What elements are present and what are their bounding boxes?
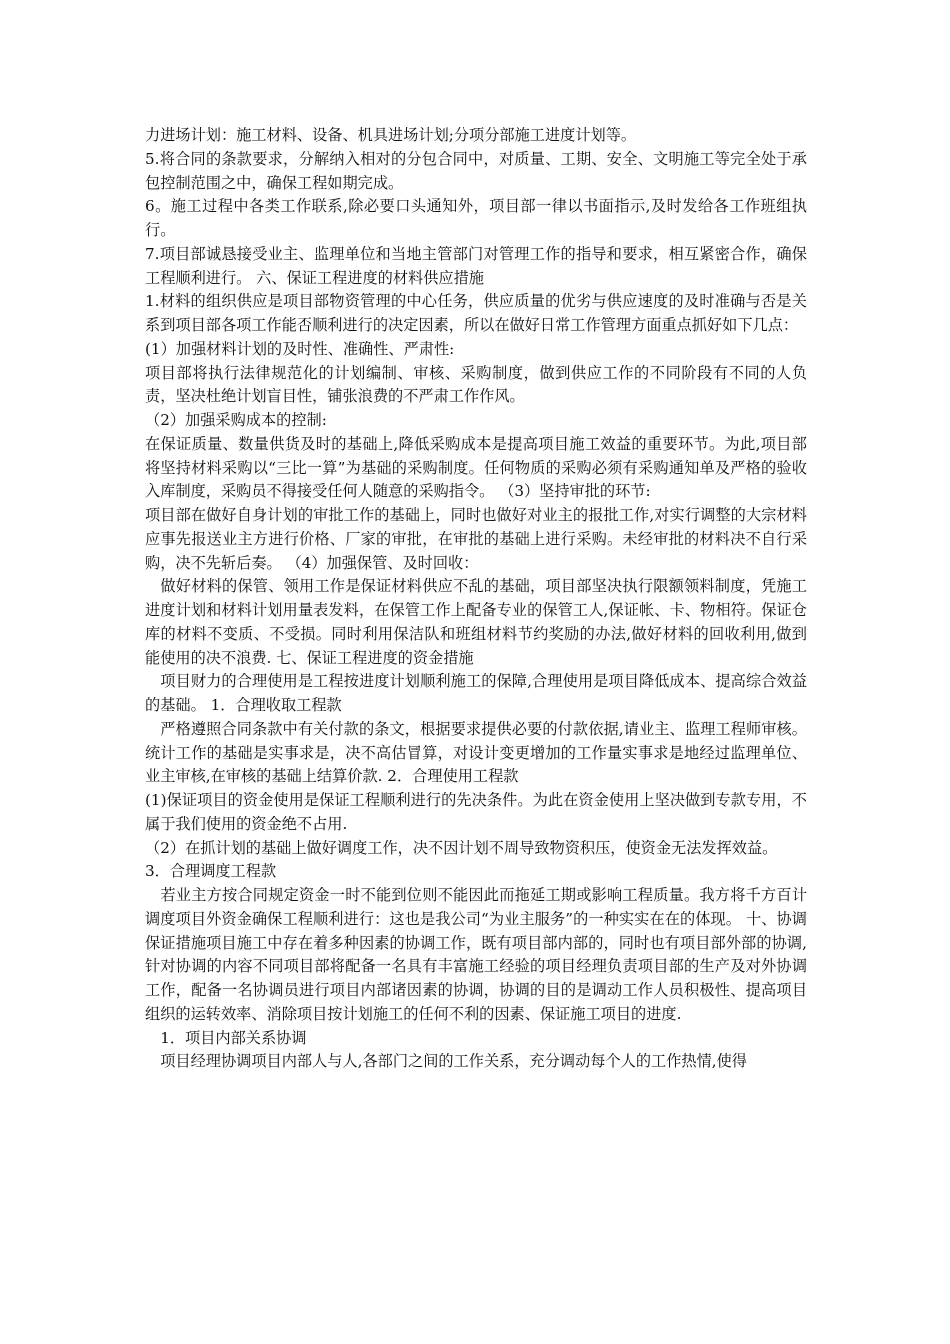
paragraph: （2）在抓计划的基础上做好调度工作，决不因计划不周导致物资积压，使资金无法发挥效益。 xyxy=(145,838,778,857)
paragraph: （2）加强采购成本的控制: xyxy=(145,411,327,429)
section-heading: 3．合理调度工程款 xyxy=(145,862,277,881)
paragraph: 项目经理协调项目内部人与人,各部门之间的工作关系，充分调动每个人的工作热情,使得 xyxy=(145,1052,747,1071)
paragraph: 7.项目部诚恳接受业主、监理单位和当地主管部门对管理工作的指导和要求，相互紧密合作，确保工程顺利进行。 六、保证工程进度的材料供应措施 xyxy=(145,244,807,287)
paragraph: 项目部将执行法律规范化的计划编制、审核、采购制度，做到供应工作的不同阶段有不同的人负责，坚决杜绝计划盲目性，铺张浪费的不严肃工作作风。 xyxy=(145,363,807,406)
section-heading: 1．项目内部关系协调 xyxy=(145,1028,307,1047)
paragraph: 在保证质量、数量供货及时的基础上,降低采购成本是提高项目施工效益的重要环节。为此,项目部将坚持材料采购以“三比一算”为基础的采购制度。任何物质的采购必须有采购通知单及严格的验收入库制度，采购员不得接受任何人随意的采购指令。 （3）坚持审批的环节: xyxy=(145,434,807,501)
paragraph: 1.材料的组织供应是项目部物资管理的中心任务，供应质量的优劣与供应速度的及时准确与否是关系到项目部各项工作能否顺利进行的决定因素，所以在做好日常工作管理方面重点抓好如下几点： xyxy=(145,292,807,334)
paragraph: 6。施工过程中各类工作联系,除必要口头通知外，项目部一律以书面指示,及时发给各工作班组执行。 xyxy=(145,197,807,239)
paragraph: 若业主方按合同规定资金一时不能到位则不能因此而拖延工期或影响工程质量。我方将千方百计调度项目外资金确保工程顺利进行：这也是我公司“为业主服务”的一种实实在在的体现。 十、协调保证措施项目施工中存在着多种因素的协调工作，既有项目部内部的，同时也有项目部外部的协调,针对协调的内容不同项目部将配备一名具有丰富施工经验的项目经理负责项目部的生产及对外协调工作，配备一名协调员进行项目内部诸因素的协调，协调的目的是调动工作人员积极性、提高项目组织的运转效率、消除项目按计划施工的任何不利的因素、保证施工项目的进度. xyxy=(145,886,807,1023)
paragraph: 力进场计划：施工材料、设备、机具进场计划;分项分部施工进度计划等。 xyxy=(145,126,637,144)
paragraph: (1)保证项目的资金使用是保证工程顺利进行的先决条件。为此在资金使用上坚决做到专款专用，不属于我们使用的资金绝不占用. xyxy=(145,791,807,833)
paragraph: 严格遵照合同条款中有关付款的条文，根据要求提供必要的付款依据,请业主、监理工程师审核。统计工作的基础是实事求是，决不高估冒算，对设计变更增加的工作量实事求是地经过监理单位、业主审核,在审核的基础上结算价款. 2．合理使用工程款 xyxy=(145,719,807,786)
paragraph: 做好材料的保管、领用工作是保证材料供应不乱的基础，项目部坚决执行限额领料制度，凭施工进度计划和材料计划用量表发料，在保管工作上配备专业的保管工人,保证帐、卡、物相符。保证仓库的材料不变质、不受损。同时利用保洁队和班组材料节约奖励的办法,做好材料的回收利用,做到能使用的决不浪费. 七、保证工程进度的资金措施 xyxy=(145,577,807,667)
paragraph: (1）加强材料计划的及时性、准确性、严肃性: xyxy=(145,339,455,358)
paragraph: 5.将合同的条款要求，分解纳入相对的分包合同中，对质量、工期、安全、文明施工等完全处于承包控制范围之中，确保工程如期完成。 xyxy=(145,149,807,192)
paragraph: 项目财力的合理使用是工程按进度计划顺利施工的保障,合理使用是项目降低成本、提高综合效益的基础。 1．合理收取工程款 xyxy=(145,672,807,714)
paragraph: 项目部在做好自身计划的审批工作的基础上，同时也做好对业主的报批工作,对实行调整的大宗材料应事先报送业主方进行价格、厂家的审批，在审批的基础上进行采购。未经审批的材料决不自行采购，决不先斩后奏。 （4）加强保管、及时回收： xyxy=(145,506,807,572)
document-page xyxy=(145,124,807,1074)
